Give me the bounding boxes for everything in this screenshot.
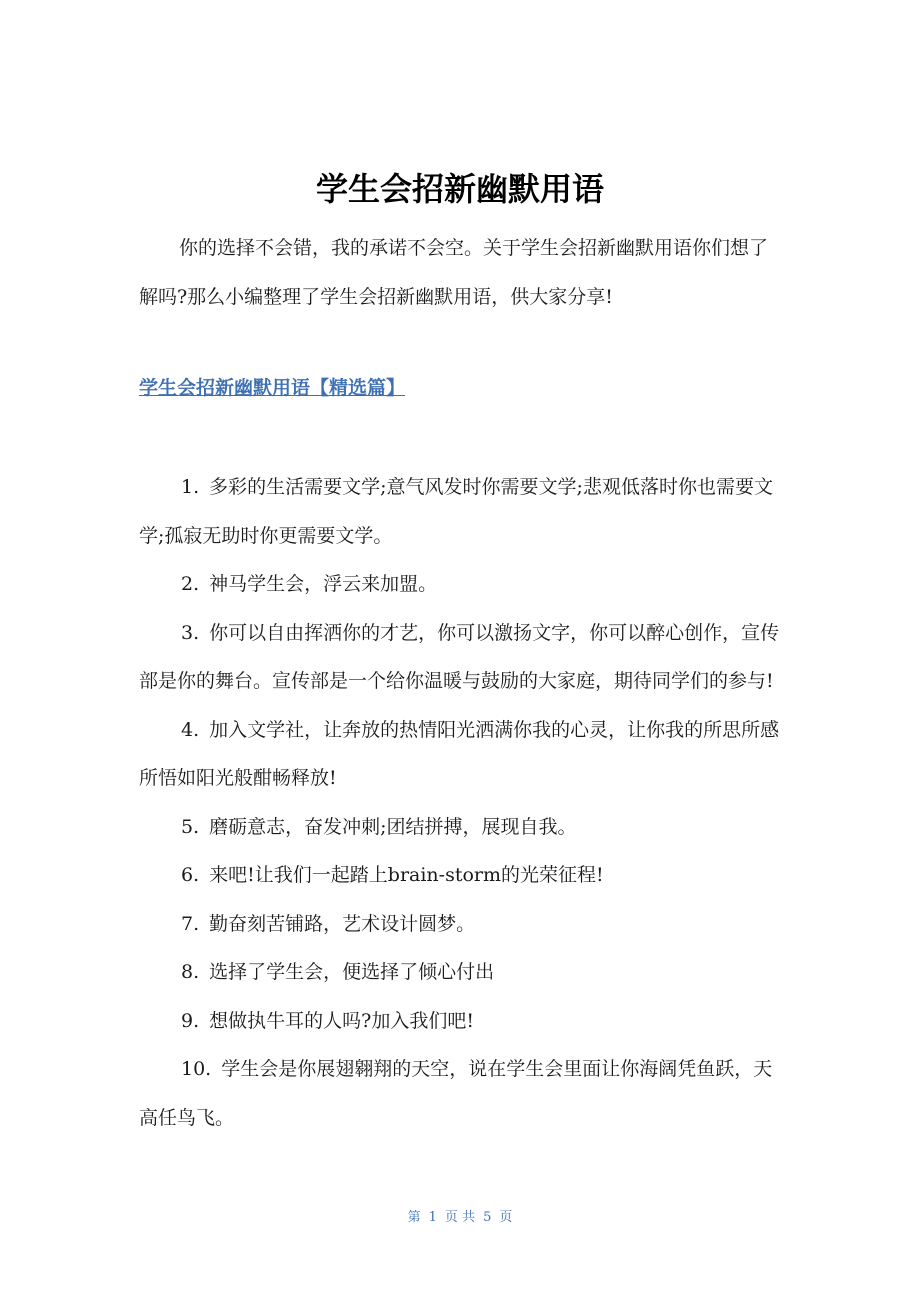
item-text: 你可以自由挥洒你的才艺，你可以激扬文字，你可以醉心创作，宣传部是你的舞台。宣传部是一个给你温暖与鼓励的大家庭，期待同学们的参与! [139, 621, 780, 692]
list-item [139, 997, 781, 1046]
item-text: 加入文学社，让奔放的热情阳光洒满你我的心灵，让你我的所思所感所悟如阳光般酣畅释放! [139, 718, 780, 789]
list-item [139, 900, 781, 949]
list-item [139, 463, 781, 560]
item-text: 神马学生会，浮云来加盟。 [209, 573, 438, 595]
list-item [139, 803, 781, 852]
slogan-list [139, 463, 781, 1142]
item-text: 想做执牛耳的人吗?加入我们吧! [209, 1009, 474, 1032]
item-number: 3. [181, 621, 200, 644]
item-number: 10. [181, 1058, 212, 1080]
item-number: 7. [181, 912, 200, 935]
item-number: 5. [181, 815, 200, 838]
list-item [139, 560, 781, 609]
item-text: 多彩的生活需要文学;意气风发时你需要文学;悲观低落时你也需要文学;孤寂无助时你更需要文学。 [139, 476, 773, 547]
item-number: 9. [181, 1009, 200, 1032]
footer-suffix: 页 [499, 1210, 513, 1225]
item-number: 4. [181, 718, 200, 741]
item-text: 勤奋刻苦铺路，艺术设计圆梦。 [209, 912, 476, 935]
item-text: 来吧!让我们一起踏上brain-storm的光荣征程! [209, 864, 604, 886]
list-item [139, 948, 781, 997]
list-item [139, 1045, 781, 1142]
page-footer [0, 1206, 920, 1230]
item-text: 学生会是你展翅翱翔的天空，说在学生会里面让你海阔凭鱼跃，天高任鸟飞。 [139, 1058, 773, 1129]
item-text: 磨砺意志，奋发冲刺;团结拼搏，展现自我。 [209, 815, 577, 838]
list-item [139, 706, 781, 803]
footer-prefix: 第 [407, 1210, 421, 1225]
footer-current-page: 1 [428, 1210, 437, 1225]
intro-paragraph: 你的选择不会错，我的承诺不会空。关于学生会招新幽默用语你们想了解吗?那么小编整理了学生会招新幽默用语，供大家分享! [139, 237, 769, 308]
section-heading-link[interactable]: 学生会招新幽默用语【精选篇】 [139, 377, 406, 399]
list-item [139, 851, 781, 900]
footer-middle: 页 共 [444, 1210, 476, 1225]
item-text: 选择了学生会，便选择了倾心付出 [209, 961, 495, 983]
item-number: 1. [181, 476, 200, 498]
footer-total-pages: 5 [483, 1210, 492, 1225]
item-number: 6. [181, 864, 200, 886]
list-item [139, 609, 781, 706]
item-number: 8. [181, 961, 200, 983]
item-number: 2. [181, 573, 200, 595]
page-title: 学生会招新幽默用语 [315, 170, 604, 209]
